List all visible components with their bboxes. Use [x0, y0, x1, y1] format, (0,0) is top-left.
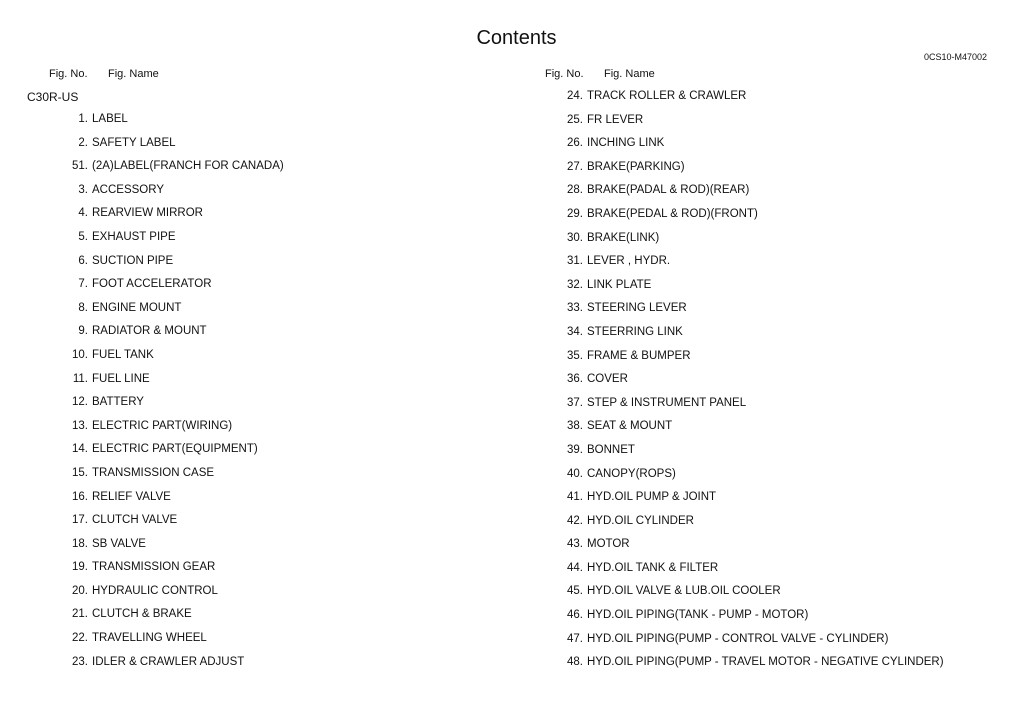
fig-name: TRAVELLING WHEEL: [92, 632, 207, 645]
fig-number: 28.: [567, 184, 583, 197]
contents-entry[interactable]: [567, 439, 1007, 463]
fig-number: 8.: [78, 301, 88, 314]
fig-number: 13.: [72, 419, 88, 432]
contents-entry[interactable]: [567, 297, 1007, 321]
fig-name: HYD.OIL VALVE & LUB.OIL COOLER: [587, 585, 781, 598]
contents-entry[interactable]: [567, 368, 1007, 392]
fig-name: CLUTCH & BRAKE: [92, 608, 192, 621]
fig-name: BATTERY: [92, 396, 144, 409]
contents-entry[interactable]: [78, 250, 512, 274]
fig-number: 24.: [567, 90, 583, 102]
fig-name: FUEL LINE: [92, 372, 150, 385]
fig-name: LABEL: [92, 113, 128, 125]
fig-name: BRAKE(PARKING): [587, 160, 685, 173]
fig-name: LINK PLATE: [587, 278, 652, 291]
contents-entry[interactable]: [72, 415, 512, 439]
fig-name: ENGINE MOUNT: [92, 301, 182, 314]
fig-number: 34.: [567, 325, 583, 338]
contents-entry[interactable]: [72, 155, 512, 179]
fig-number: 37.: [567, 396, 583, 409]
contents-entry[interactable]: [567, 510, 1007, 534]
fig-name: LEVER , HYDR.: [587, 255, 671, 268]
contents-entry[interactable]: [567, 580, 1007, 604]
fig-number: 51.: [72, 160, 88, 173]
fig-number: 4.: [78, 207, 88, 220]
fig-number: 41.: [567, 491, 583, 504]
fig-name: ELECTRIC PART(EQUIPMENT): [92, 443, 258, 456]
contents-entry[interactable]: [78, 297, 512, 321]
fig-number: 16.: [72, 490, 88, 503]
page-title: Contents: [476, 27, 557, 49]
fig-name: SAFETY LABEL: [92, 136, 176, 149]
fig-number: 20.: [72, 584, 88, 597]
fig-number: 18.: [72, 537, 88, 550]
fig-name: RADIATOR & MOUNT: [92, 325, 207, 338]
fig-name: STEERING LEVER: [587, 302, 687, 315]
contents-entry[interactable]: [72, 486, 512, 510]
contents-entry[interactable]: [567, 486, 1007, 510]
fig-number: 10.: [72, 348, 88, 361]
fig-name: SB VALVE: [92, 537, 146, 550]
fig-number: 32.: [567, 278, 583, 291]
contents-entry[interactable]: [78, 226, 512, 250]
fig-number: 46.: [567, 609, 583, 622]
fig-name: FR LEVER: [587, 113, 644, 126]
contents-entry[interactable]: [72, 580, 512, 604]
fig-number: 21.: [72, 608, 88, 621]
contents-entry[interactable]: [567, 533, 1007, 557]
fig-number: 19.: [72, 561, 88, 574]
fig-name: IDLER & CRAWLER ADJUST: [92, 655, 245, 668]
contents-list-right: [567, 85, 1007, 675]
fig-number: 15.: [72, 466, 88, 479]
fig-number: 5.: [78, 230, 88, 243]
contents-entry[interactable]: [72, 533, 512, 557]
document-code: 0CS10-M47002: [924, 52, 988, 62]
contents-entry[interactable]: [567, 109, 1007, 133]
fig-name: FUEL TANK: [92, 348, 154, 361]
fig-name: STEERRING LINK: [587, 325, 683, 338]
contents-entry[interactable]: [78, 132, 512, 156]
fig-name: INCHING LINK: [587, 137, 665, 150]
fig-name: REARVIEW MIRROR: [92, 207, 203, 220]
contents-entry[interactable]: [567, 85, 1007, 109]
contents-entry[interactable]: [72, 368, 512, 392]
contents-entry[interactable]: [78, 202, 512, 226]
contents-entry[interactable]: [567, 345, 1007, 369]
fig-number: 29.: [567, 207, 583, 220]
fig-number: 6.: [78, 254, 88, 267]
fig-number: 48.: [567, 656, 583, 669]
fig-number: 35.: [567, 349, 583, 362]
fig-name: TRANSMISSION CASE: [92, 466, 215, 479]
fig-name: HYD.OIL PIPING(PUMP - TRAVEL MOTOR - NEGATIVE CYLINDER): [587, 656, 944, 669]
contents-entry[interactable]: [72, 627, 512, 651]
fig-name: HYD.OIL PUMP & JOINT: [587, 491, 717, 504]
contents-entry[interactable]: [567, 250, 1007, 274]
fig-name-header: Fig. Name: [108, 68, 159, 80]
contents-entry[interactable]: [567, 227, 1007, 251]
contents-entry[interactable]: [567, 604, 1007, 628]
fig-name: CLUTCH VALVE: [92, 514, 178, 527]
contents-entry[interactable]: [72, 603, 512, 627]
contents-entry[interactable]: [72, 556, 512, 580]
contents-entry[interactable]: [567, 463, 1007, 487]
contents-entry[interactable]: [567, 203, 1007, 227]
fig-number: 23.: [72, 655, 88, 668]
fig-number: 39.: [567, 443, 583, 456]
contents-entry[interactable]: [78, 179, 512, 203]
contents-entry[interactable]: [567, 179, 1007, 203]
fig-number: 25.: [567, 113, 583, 126]
fig-number: 11.: [72, 372, 88, 385]
contents-entry[interactable]: [567, 651, 1007, 675]
fig-name-header: Fig. Name: [604, 68, 655, 80]
contents-entry[interactable]: [78, 273, 512, 297]
fig-number: 22.: [72, 632, 88, 645]
fig-number: 42.: [567, 514, 583, 527]
fig-name: BRAKE(PEDAL & ROD)(FRONT): [587, 207, 758, 220]
contents-entry[interactable]: [72, 509, 512, 533]
model-heading: C30R-US: [27, 90, 79, 104]
contents-entry[interactable]: [567, 557, 1007, 581]
fig-name: (2A)LABEL(FRANCH FOR CANADA): [92, 160, 284, 173]
fig-name: SEAT & MOUNT: [587, 420, 673, 433]
contents-entry[interactable]: [567, 156, 1007, 180]
fig-name: TRACK ROLLER & CRAWLER: [587, 90, 747, 102]
fig-name: BONNET: [587, 443, 635, 456]
contents-entry[interactable]: [72, 344, 512, 368]
fig-number: 38.: [567, 420, 583, 433]
fig-name: HYD.OIL TANK & FILTER: [587, 561, 719, 574]
contents-list-left: [72, 108, 512, 674]
fig-name: HYDRAULIC CONTROL: [92, 584, 218, 597]
contents-entry[interactable]: [72, 391, 512, 415]
fig-name: BRAKE(PADAL & ROD)(REAR): [587, 184, 750, 197]
fig-number: 12.: [72, 396, 88, 409]
contents-entry[interactable]: [72, 438, 512, 462]
contents-entry[interactable]: [72, 462, 512, 486]
fig-number: 30.: [567, 231, 583, 244]
fig-number: 9.: [78, 325, 88, 338]
fig-name: BRAKE(LINK): [587, 231, 660, 244]
contents-entry[interactable]: [567, 274, 1007, 298]
contents-entry[interactable]: [567, 321, 1007, 345]
fig-name: CANOPY(ROPS): [587, 467, 676, 480]
fig-name: STEP & INSTRUMENT PANEL: [587, 396, 747, 409]
fig-number: 17.: [72, 514, 88, 527]
fig-name: RELIEF VALVE: [92, 490, 171, 503]
fig-number: 7.: [78, 278, 88, 291]
fig-number: 1.: [78, 113, 88, 125]
fig-number: 26.: [567, 137, 583, 150]
fig-name: FOOT ACCELERATOR: [92, 278, 212, 291]
fig-no-header: Fig. No.: [545, 68, 584, 80]
fig-name: MOTOR: [587, 538, 630, 551]
contents-entry[interactable]: [567, 628, 1007, 652]
fig-name: ACCESSORY: [92, 183, 165, 196]
fig-name: SUCTION PIPE: [92, 254, 174, 267]
fig-number: 45.: [567, 585, 583, 598]
fig-number: 47.: [567, 632, 583, 645]
fig-number: 44.: [567, 561, 583, 574]
contents-entry[interactable]: [78, 320, 512, 344]
fig-name: ELECTRIC PART(WIRING): [92, 419, 233, 432]
fig-number: 31.: [567, 255, 583, 268]
contents-entry[interactable]: [72, 651, 512, 675]
contents-entry[interactable]: [567, 132, 1007, 156]
fig-name: HYD.OIL CYLINDER: [587, 514, 694, 527]
fig-number: 27.: [567, 160, 583, 173]
contents-entry[interactable]: [567, 415, 1007, 439]
fig-number: 36.: [567, 373, 583, 386]
contents-entry[interactable]: [567, 392, 1007, 416]
fig-no-header: Fig. No.: [49, 68, 88, 80]
fig-number: 43.: [567, 538, 583, 551]
fig-number: 40.: [567, 467, 583, 480]
fig-number: 3.: [78, 183, 88, 196]
fig-name: HYD.OIL PIPING(PUMP - CONTROL VALVE - CYLINDER): [587, 632, 889, 645]
fig-name: TRANSMISSION GEAR: [92, 561, 216, 574]
contents-entry[interactable]: [78, 108, 512, 132]
fig-name: HYD.OIL PIPING(TANK - PUMP - MOTOR): [587, 609, 809, 622]
fig-number: 2.: [78, 136, 88, 149]
fig-name: EXHAUST PIPE: [92, 230, 176, 243]
fig-number: 33.: [567, 302, 583, 315]
fig-name: FRAME & BUMPER: [587, 349, 691, 362]
fig-name: COVER: [587, 373, 628, 386]
fig-number: 14.: [72, 443, 88, 456]
